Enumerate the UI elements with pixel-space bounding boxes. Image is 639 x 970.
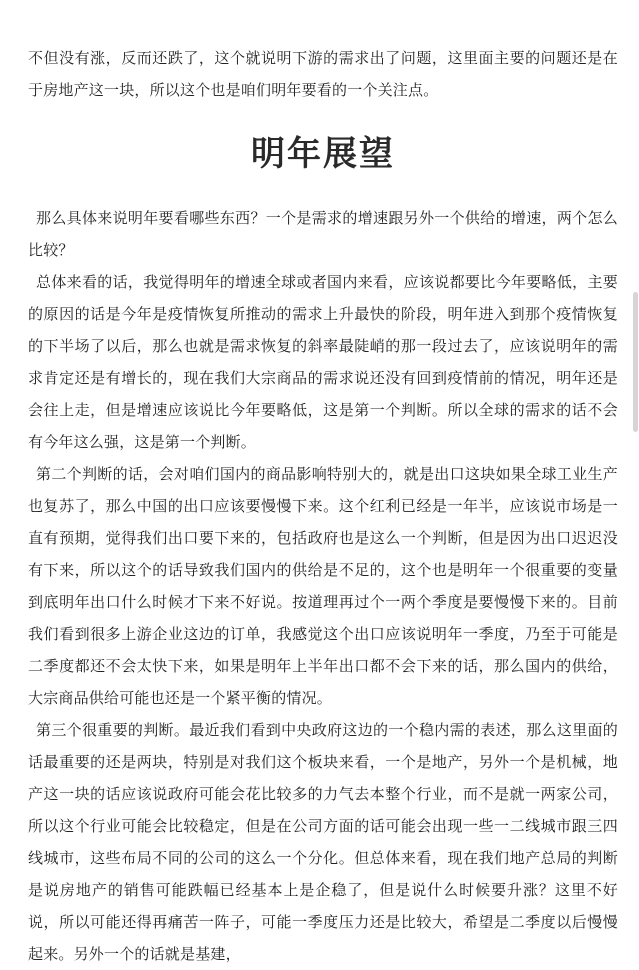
paragraph-question: 那么具体来说明年要看哪些东西？一个是需求的增速跟另外一个供给的增速，两个怎么比较？ [28,209,618,259]
article-body [28,42,618,970]
intro-paragraph: 不但没有涨，反而还跌了，这个就说明下游的需求出了问题，这里面主要的问题还是在于房地产这一块，所以这个也是咱们明年要看的一个关注点。 [28,49,618,99]
scrollbar-thumb[interactable] [633,292,638,432]
paragraph-second-judgment: 第二个判断的话，会对咱们国内的商品影响特别大的，就是出口这块如果全球工业生产也复苏了，那么中国的出口应该要慢慢下来。这个红利已经是一年半，应该说市场是一直有预期，觉得我们出口要下来的，包括政府也是这么一个判断，但是因为出口迟迟没有下来，所以这个的话导致我们国内的供给是不足的，这个也是明年一个很重要的变量到底明年出口什么时候才下来不好说。按道理再过个一两个季度是要慢慢下来的。目前我们看到很多上游企业这边的订单，我感觉这个出口应该说明年一季度，乃至于可能是二季度都还不会太快下来，如果是明年上半年出口都不会下来的话，那么国内的供给，大宗商品供给可能也还是一个紧平衡的情况。 [28,465,618,707]
section-heading: 明年展望 [251,134,395,174]
paragraph-first-judgment: 总体来看的话，我觉得明年的增速全球或者国内来看，应该说都要比今年要略低，主要的原因的话是今年是疫情恢复所推动的需求上升最快的阶段，明年进入到那个疫情恢复的下半场了以后，那么也就是需求恢复的斜率最陡峭的那一段过去了，应该说明年的需求肯定还是有增长的，现在我们大宗商品的需求说还没有回到疫情前的情况，明年还是会往上走，但是增速应该说比今年要略低，这是第一个判断。所以全球的需求的话不会有今年这么强，这是第一个判断。 [28,273,618,451]
paragraph-third-judgment: 第三个很重要的判断。最近我们看到中央政府这边的一个稳内需的表述，那么这里面的话最重要的还是两块，特别是对我们这个板块来看，一个是地产，另外一个是机械，地产这一块的话应该说政府可能会花比较多的力气去本整个行业，而不是就一两家公司，所以这个行业可能会比较稳定，但是在公司方面的话可能会出现一些一二线城市跟三四线城市，这些布局不同的公司的这么一个分化。但总体来看，现在我们地产总局的判断是说房地产的销售可能跌幅已经基本上是企稳了，但是说什么时候要升涨？这里不好说，所以可能还得再痛苦一阵子，可能一季度压力还是比较大，希望是二季度以后慢慢起来。另外一个的话就是基建， [28,721,618,963]
